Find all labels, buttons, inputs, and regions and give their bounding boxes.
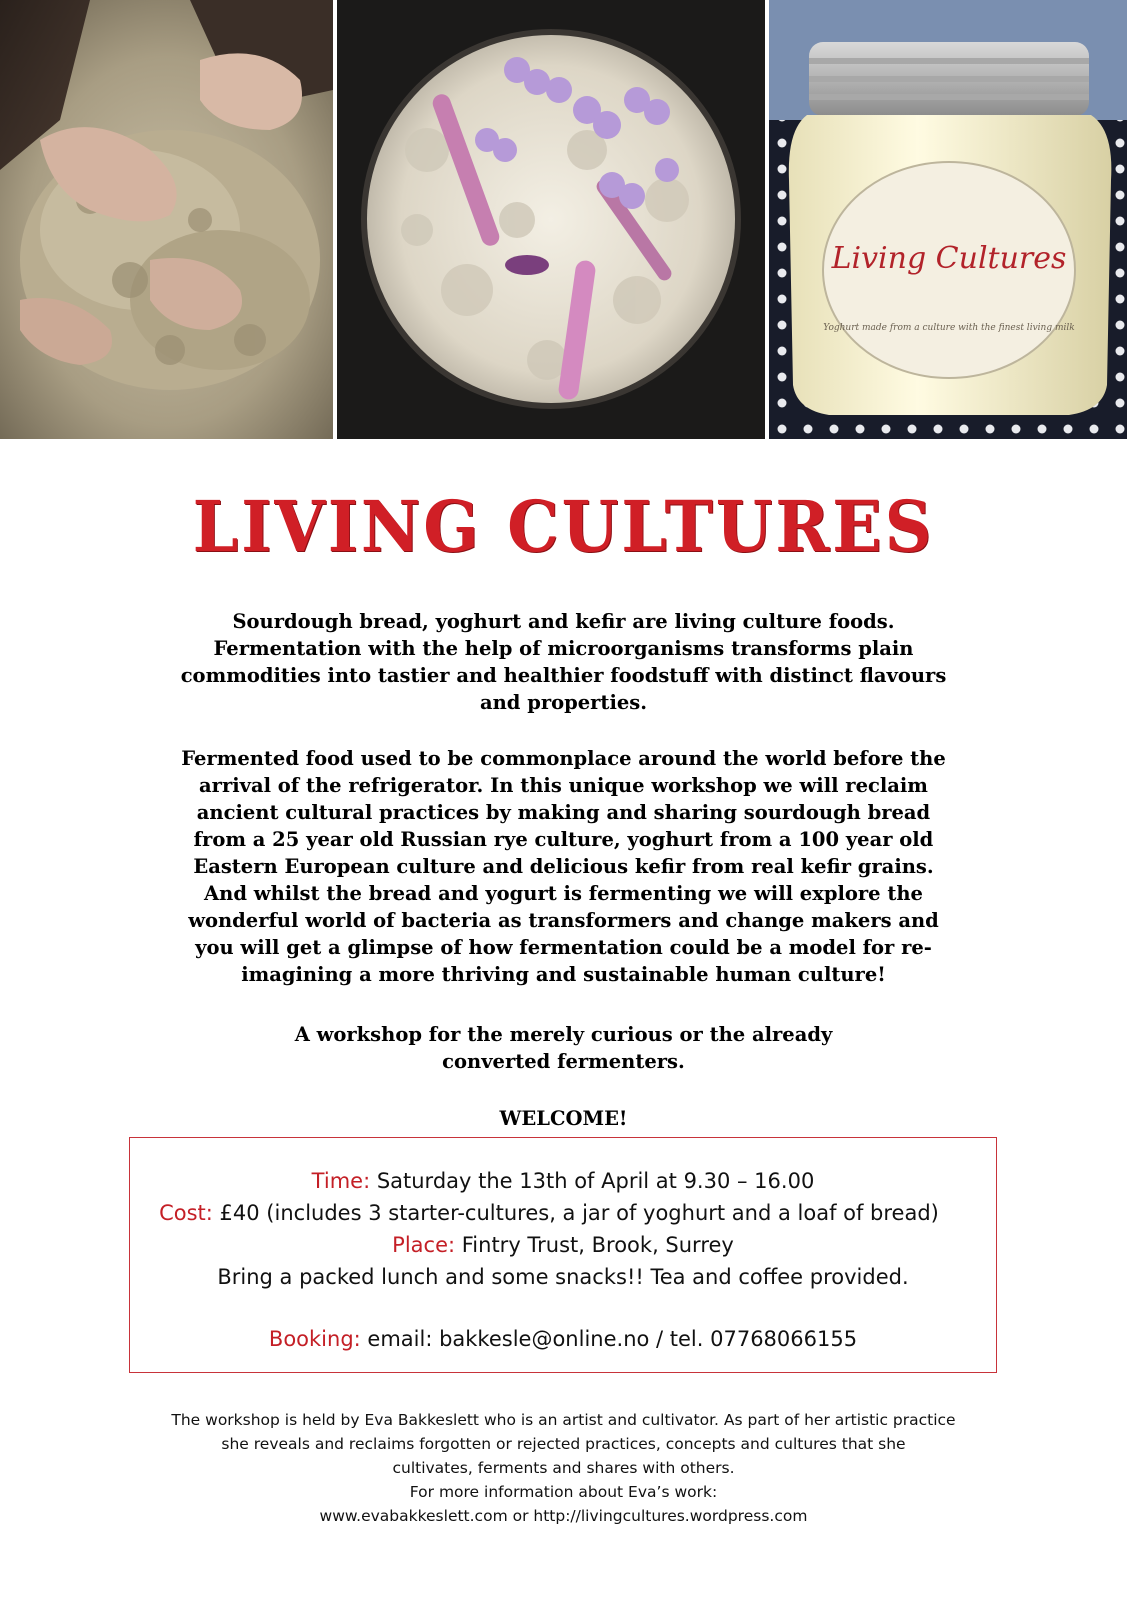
poster-title: LIVING CULTURES — [192, 485, 935, 568]
intro-paragraph — [110, 608, 1017, 716]
booking-value: email: bakkesle@online.no / tel. 07768066155 — [360, 1327, 858, 1351]
intro-line: and properties. — [479, 691, 648, 714]
intro-line: Sourdough bread, yoghurt and kefir are living culture foods. — [232, 610, 895, 633]
microorganism-micrograph-photo — [337, 0, 765, 439]
intro-line: commodities into tastier and healthier foodstuff with distinct flavours — [180, 664, 947, 687]
time-label: Time: — [311, 1169, 371, 1193]
yoghurt-jar-photo — [769, 0, 1127, 439]
description-line: And whilst the bread and yogurt is fermenting we will explore the — [204, 882, 923, 905]
audience-line: converted fermenters. — [442, 1050, 685, 1073]
artist-info-footer — [100, 1408, 1027, 1528]
description-line: ancient cultural practices by making and sharing sourdough bread — [196, 801, 931, 824]
cost-line — [116, 1198, 982, 1228]
footer-line: For more information about Eva’s work: — [409, 1483, 718, 1501]
event-details-box — [129, 1137, 997, 1373]
booking-line — [130, 1324, 996, 1354]
intro-line: Fermentation with the help of microorganisms transforms plain — [213, 637, 914, 660]
description-line: from a 25 year old Russian rye culture, yoghurt from a 100 year old — [193, 828, 934, 851]
footer-websites: www.evabakkeslett.com or http://livingcultures.wordpress.com — [319, 1507, 808, 1525]
jar-label-brand: Living Cultures — [831, 241, 1067, 276]
dough-kneading-photo — [0, 0, 333, 439]
jar-label-text: Yoghurt made from a culture with the finest living milk — [823, 323, 1075, 333]
time-value: Saturday the 13th of April at 9.30 – 16.00 — [370, 1169, 815, 1193]
audience-paragraph — [110, 1021, 1017, 1075]
place-label: Place: — [392, 1233, 456, 1257]
booking-label: Booking: — [268, 1327, 361, 1351]
description-line: arrival of the refrigerator. In this unique workshop we will reclaim — [199, 774, 928, 797]
footer-line: cultivates, ferments and shares with others. — [392, 1459, 735, 1477]
description-line: imagining a more thriving and sustainable human culture! — [241, 963, 886, 986]
place-line — [130, 1230, 996, 1260]
description-line: you will get a glimpse of how fermentation could be a model for re- — [195, 936, 932, 959]
place-value: Fintry Trust, Brook, Surrey — [455, 1233, 734, 1257]
bring-lunch-line: Bring a packed lunch and some snacks!! Tea and coffee provided. — [217, 1265, 909, 1289]
workshop-description-paragraph — [110, 745, 1017, 988]
cost-value: £40 (includes 3 starter-cultures, a jar of yoghurt and a loaf of bread) — [212, 1201, 939, 1225]
audience-line: A workshop for the merely curious or the already — [294, 1023, 833, 1046]
description-line: Eastern European culture and delicious kefir from real kefir grains. — [193, 855, 934, 878]
time-line — [130, 1166, 996, 1196]
footer-line: she reveals and reclaims forgotten or rejected practices, concepts and cultures that she — [221, 1435, 906, 1453]
description-line: wonderful world of bacteria as transformers and change makers and — [188, 909, 939, 932]
description-line: Fermented food used to be commonplace around the world before the — [181, 747, 946, 770]
cost-label: Cost: — [159, 1201, 213, 1225]
welcome-heading: WELCOME! — [499, 1107, 628, 1130]
footer-line: The workshop is held by Eva Bakkeslett who is an artist and cultivator. As part of her artistic practice — [171, 1411, 956, 1429]
